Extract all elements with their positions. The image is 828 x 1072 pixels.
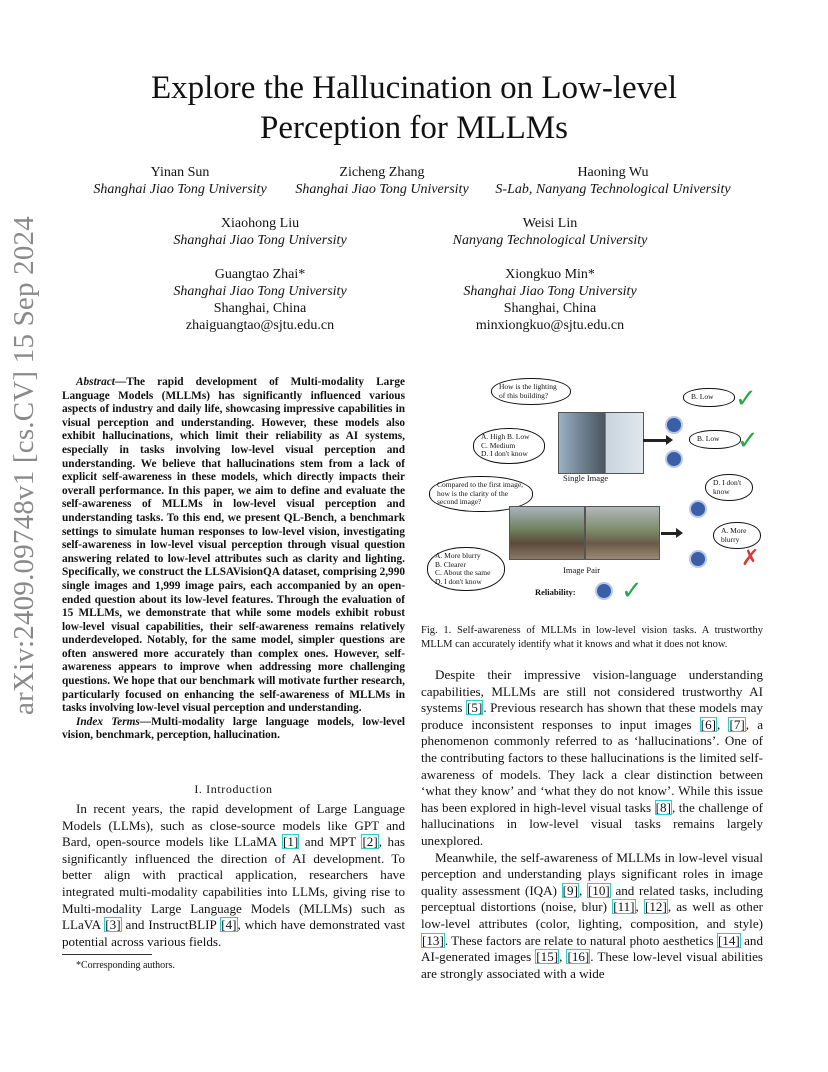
author-block [450,266,650,334]
abstract [62,376,405,743]
section-heading: I. Introduction [194,782,273,796]
author-block [282,164,482,198]
author-affiliation: Shanghai Jiao Tong University [295,182,469,197]
figure-caption: Fig. 1. Self-awareness of MLLMs in low-level vision tasks. A trustworthy MLLM can accurately identify what it knows and what it does not know. [421,625,763,650]
author-city: Shanghai, China [213,301,307,316]
citation-link[interactable]: [10] [587,882,610,898]
answer-bubble: A. More blurry [713,522,761,549]
cross-icon: ✗ [741,546,760,571]
title-line-1: Explore the Hallucination on Low-level [150,70,677,106]
citation-link[interactable]: [15] [536,949,559,965]
reliability-label: Reliability: [535,587,576,597]
robot-icon [689,550,707,568]
check-icon: ✓ [737,426,759,456]
check-icon: ✓ [735,384,757,414]
author-affiliation: Shanghai Jiao Tong University [463,284,637,299]
citation-link[interactable]: [4] [221,917,237,933]
options-bubble: A. More blurry B. Clearer C. About the same D. I don't know [427,547,505,591]
figure-1 [421,372,771,612]
answer-bubble: B. Low [689,430,741,449]
citation-link[interactable]: [11] [613,899,635,915]
author-block [160,266,360,334]
robot-icon [665,416,683,434]
author-name: Guangtao Zhai* [214,267,306,282]
question-bubble: Compared to the first image, how is the clarity of the second image? [429,476,533,512]
footnote: *Corresponding authors. [76,960,175,971]
citation-link[interactable]: [3] [105,917,121,933]
citation-link[interactable]: [14] [717,932,740,948]
author-email[interactable]: minxiongkuo@sjtu.edu.cn [475,318,625,333]
arxiv-identifier: arXiv:2409.09748v1 [cs.CV] 15 Sep 2024 [8,216,40,715]
arrow-icon [661,532,677,535]
citation-link[interactable]: [7] [729,716,745,732]
author-block [80,164,280,198]
citation-link[interactable]: [16] [567,949,590,965]
author-block [440,215,660,249]
author-name: Weisi Lin [522,216,578,231]
intro-paragraph: In recent years, the rapid development of Large Language Models (LLMs), such as close-source models like GPT and Bard, open-source models like LLaMA [1] and MPT [2], has significantly influenced the direction of AI development. To better align with practical application, researchers have integrated multi-modality capabilities into LLMs, giving rise to Multi-modality Large Language Models (MLLMs) such as LLaVA [3] and InstructBLIP [4], which have demonstrated vast potential across various fields. [62,801,405,949]
index-terms-text: —Multi-modality large language models, low-level vision, benchmark, perception, hallucination. [62,715,405,742]
author-block [488,164,738,198]
pair-photo-2 [585,506,660,560]
citation-link[interactable]: [8] [655,799,671,815]
author-affiliation: Shanghai Jiao Tong University [173,284,347,299]
author-affiliation: Nanyang Technological University [452,233,648,248]
author-affiliation: S-Lab, Nanyang Technological University [495,182,731,197]
citation-link[interactable]: [13] [422,932,444,948]
building-photo [558,412,644,474]
author-name: Haoning Wu [577,165,649,180]
citation-link[interactable]: [1] [282,834,299,850]
index-terms-label: Index Terms [76,715,140,728]
citation-link[interactable]: [5] [467,700,483,716]
check-icon: ✓ [621,576,643,606]
author-affiliation: Shanghai Jiao Tong University [173,233,347,248]
author-name: Xiongkuo Min* [505,267,595,282]
image-pair-label: Image Pair [563,565,601,575]
abstract-text: —The rapid development of Multi-modality Large Language Models (MLLMs) has significantly influenced various aspects of industry and daily life, showcasing impressive capabilities in visual perception and understanding. However, these models also exhibit hallucinations, which limit their reliability as AI systems, especially in tasks involving low-level visual perception and understanding. We believe that hallucinations stem from a lack of explicit self-awareness in these models, which directly impacts their overall performance. In this paper, we aim to define and evaluate the self-awareness of MLLMs in low-level visual perception and understanding tasks. To this end, we present QL-Bench, a benchmark settings to simulate human responses to low-level vision, investigating self-awareness in low-level visual perception through visual question answering related to low-level attributes such as clarity and lighting. Specifically, we construct the LLSAVisionQA dataset, comprising 2,990 single images and 1,999 image pairs, each accompanied by an open-ended question about its low-level features. Through the evaluation of 15 MLLMs, we demonstrate that while some models exhibit robust low-level visual capabilities, their self-awareness remains relatively underdeveloped. Notably, for the same model, simpler questions are often answered more accurately than complex ones. However, self-awareness appears to improve when addressing more challenging questions. We hope that our benchmark will motivate further research, particularly focused on enhancing the self-awareness of MLLMs in tasks involving low-level visual perception and understanding. [62,376,405,715]
author-name: Yinan Sun [150,165,210,180]
title-line-2: Perception for MLLMs [260,110,568,146]
question-bubble: How is the lighting of this building? [491,378,571,405]
robot-icon [595,582,613,600]
citation-link[interactable]: [12] [644,899,667,915]
footnote-rule [62,954,152,955]
answer-bubble: B. Low [683,388,735,407]
citation-link[interactable]: [2] [362,834,378,850]
answer-bubble: D. I don't know [705,474,753,501]
paper-title [100,68,728,148]
robot-icon [665,450,683,468]
author-name: Xiaohong Liu [220,216,300,231]
author-block [160,215,360,249]
right-column-text: Despite their impressive vision-language understanding capabilities, MLLMs are still not considered trustworthy AI systems [5]. Previous research has shown that these models may produce inconsistent responses to input images [6], [7], a phenomenon commonly referred to as ‘hallucinations’. One of the contributing factors to these hallucinations is the limited self-awareness of models. They lack a clear distinction between ‘what they know’ and ‘what they do not know’. While this issue has been explored in high-level visual tasks [8], the challenge of hallucinations in low-level visual tasks remains largely unexplored. Meanwhile, the self-awareness of MLLMs in low-level visual perception and understanding plays significant roles in image quality assessment (IQA) [9], [10] and related tasks, including perceptual distortions (noise, blur) [11], [12], as well as other low-level attributes (color, lighting, composition, and style) [13]. These factors are relate to natural photo aesthetics [14] and AI-generated images [15], [16]. These low-level visual abilities are strongly associated with a wide [421,667,764,981]
abstract-label: Abstract [76,376,115,388]
pair-photo-1 [509,506,585,560]
author-city: Shanghai, China [503,301,597,316]
options-bubble: A. High B. Low C. Medium D. I don't know [473,428,545,464]
author-email[interactable]: zhaiguangtao@sjtu.edu.cn [185,318,335,333]
arrow-icon [643,439,667,442]
author-name: Zicheng Zhang [339,165,425,180]
single-image-label: Single Image [563,473,609,483]
citation-link[interactable]: [6] [700,716,717,732]
citation-link[interactable]: [9] [562,882,578,898]
robot-icon [689,500,707,518]
author-affiliation: Shanghai Jiao Tong University [93,182,267,197]
